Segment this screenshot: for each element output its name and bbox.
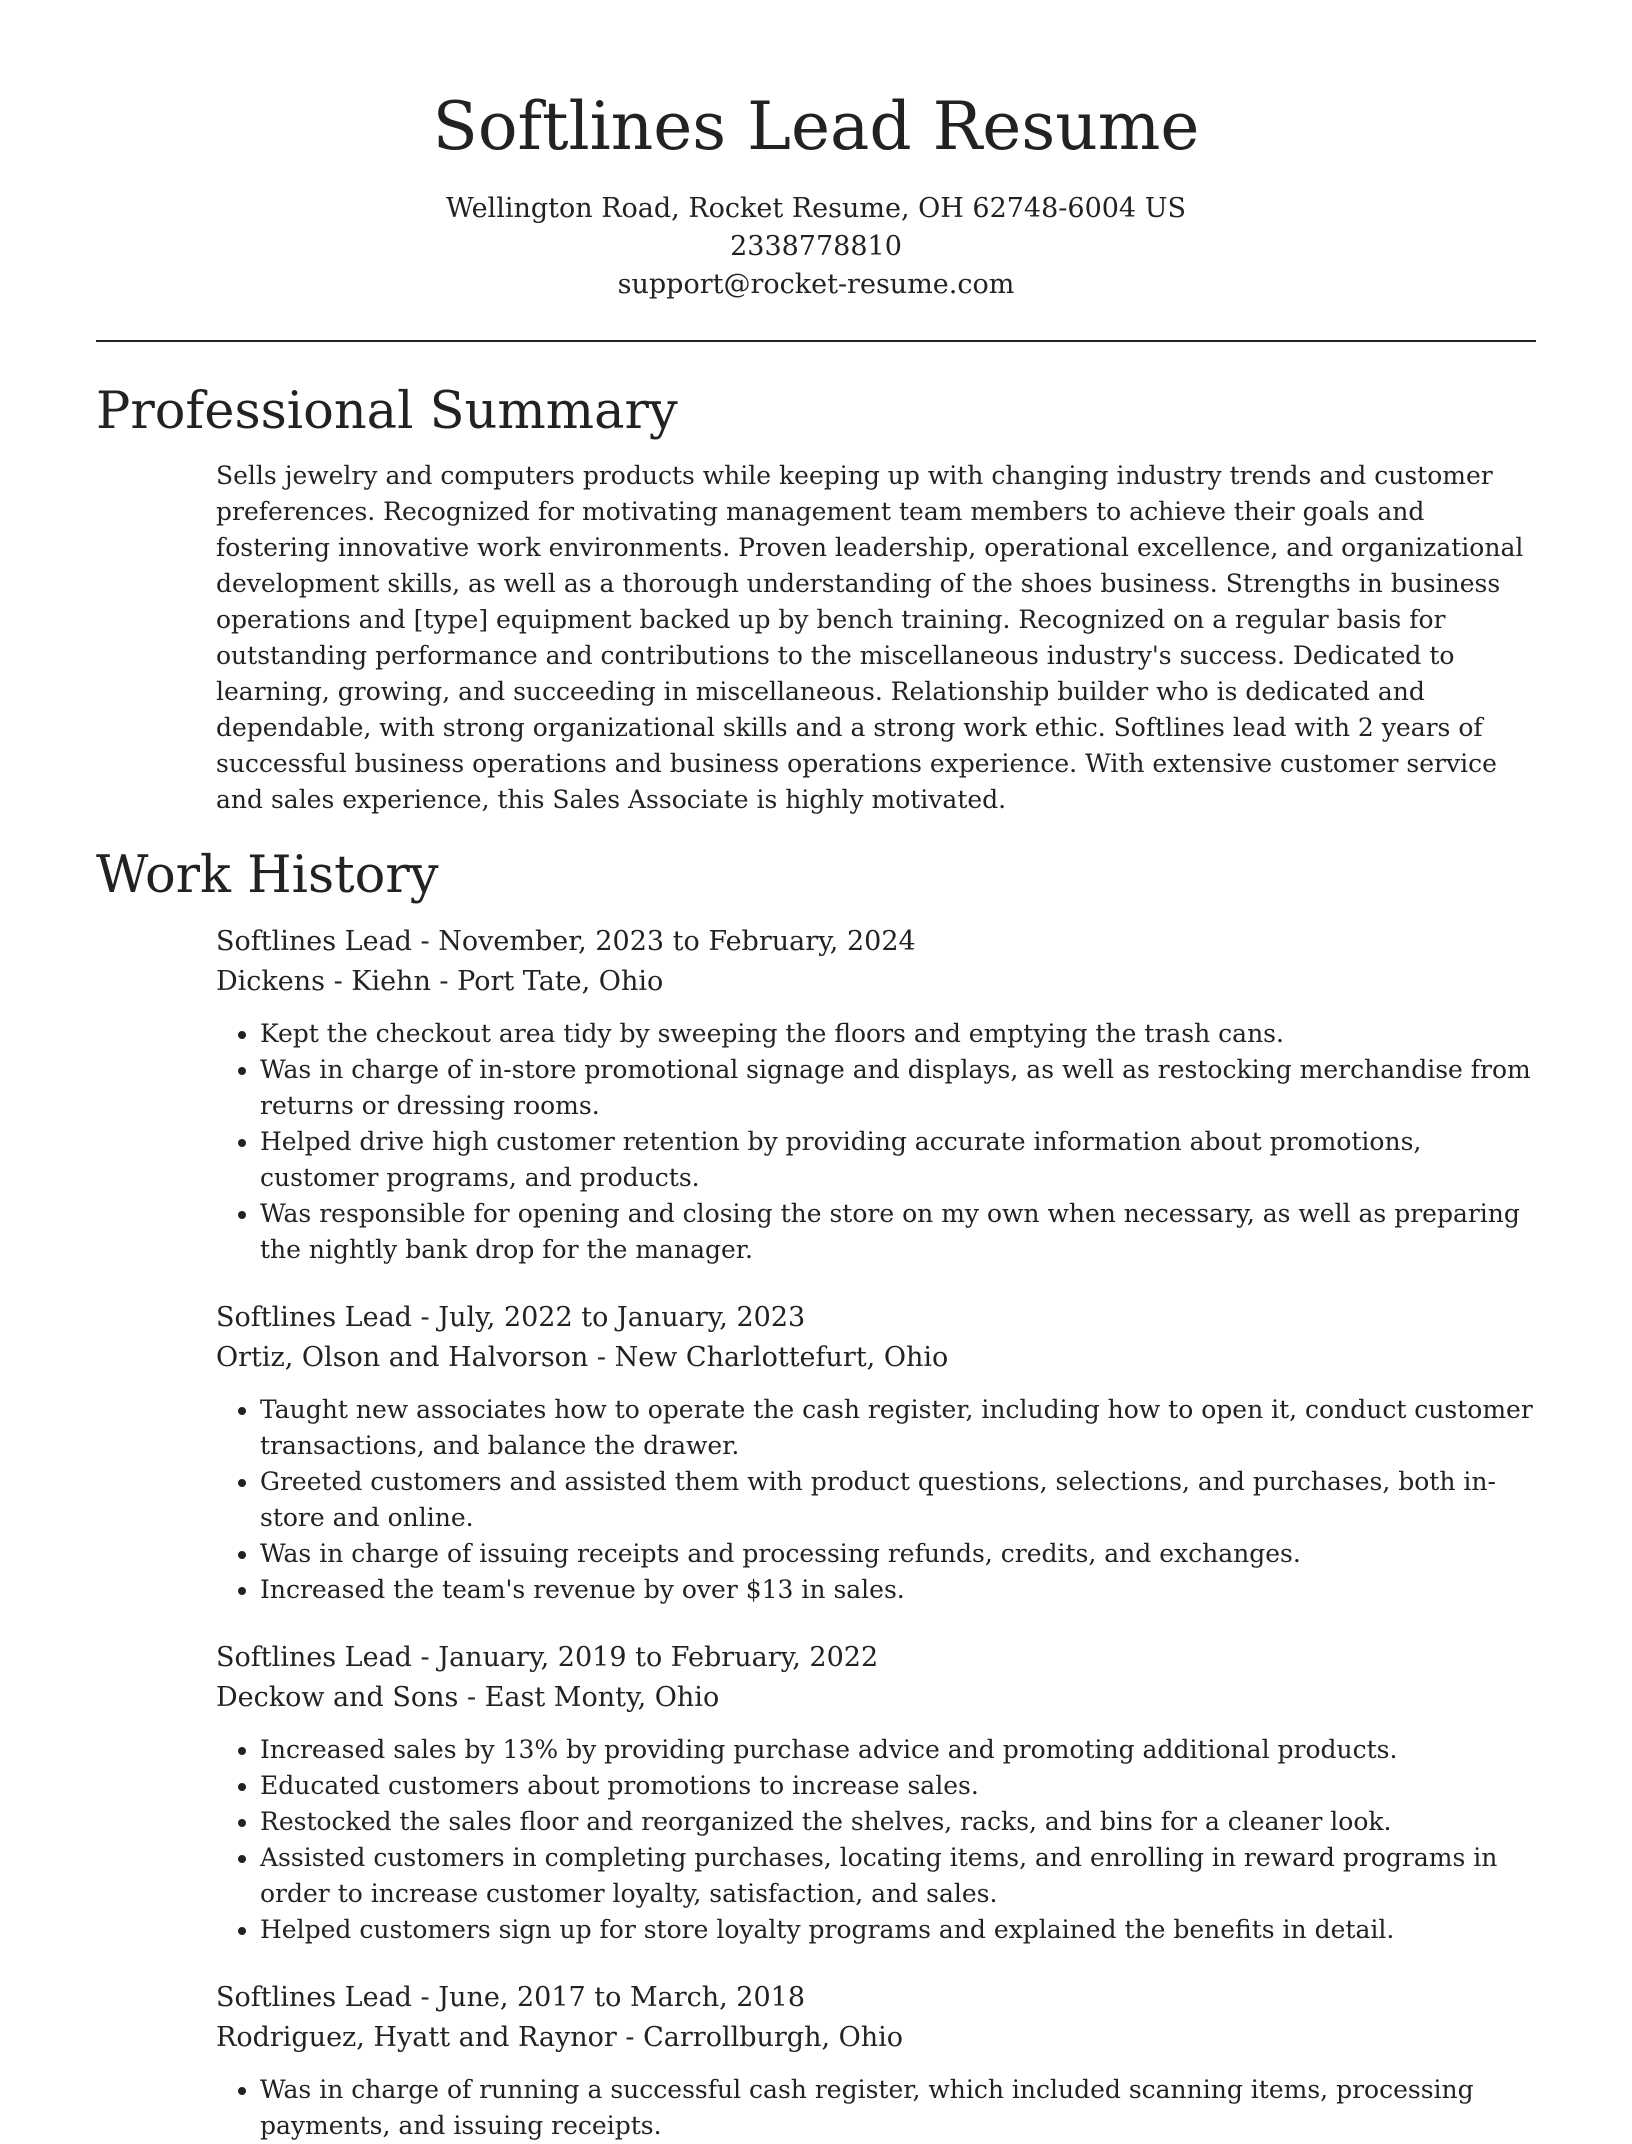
job-title-line bbox=[216, 1638, 1536, 1678]
job-title-line bbox=[216, 1298, 1536, 1338]
job-dates: - January, 2019 to February, 2022 bbox=[411, 1642, 879, 1673]
job-title: Softlines Lead bbox=[216, 1642, 412, 1673]
list-item: • Educated customers about promotions to increase sales. bbox=[260, 1768, 1536, 1804]
company-name: Ortiz, Olson and Halvorson bbox=[216, 1342, 589, 1373]
list-item: • Assisted customers in completing purchases, locating items, and enrolling in reward programs in order to increase customer loyalty, satisfaction, and sales. bbox=[260, 1840, 1536, 1912]
list-item: • Kept the checkout area tidy by sweeping the floors and emptying the trash cans. bbox=[260, 1016, 1536, 1052]
list-item: • Taught new associates how to operate the cash register, including how to open it, conduct customer transactions, and balance the drawer. bbox=[260, 1392, 1536, 1464]
section-title-work-history: Work History bbox=[96, 846, 439, 905]
job-location: - Port Tate, Ohio bbox=[430, 966, 664, 997]
list-item: • Helped drive high customer retention by providing accurate information about promotions, customer programs, and products. bbox=[260, 1124, 1536, 1196]
list-item: • Was in charge of in-store promotional signage and displays, as well as restocking merchandise from returns or dressing rooms. bbox=[260, 1052, 1536, 1124]
job-entry bbox=[216, 1298, 1536, 1608]
job-company-line bbox=[216, 1338, 1536, 1378]
section-title-summary: Professional Summary bbox=[96, 382, 678, 441]
phone: 2338778810 bbox=[730, 231, 902, 262]
list-item: • Was in charge of issuing receipts and processing refunds, credits, and exchanges. bbox=[260, 1536, 1536, 1572]
job-bullets bbox=[216, 1392, 1536, 1608]
job-title-line bbox=[216, 1978, 1536, 2018]
contact-info bbox=[96, 190, 1536, 304]
list-item: • Helped customers sign up for store loyalty programs and explained the benefits in detail. bbox=[260, 1912, 1536, 1948]
job-bullets bbox=[216, 2072, 1536, 2144]
list-item: • Increased the team's revenue by over $13 in sales. bbox=[260, 1572, 1536, 1608]
job-location: - East Monty, Ohio bbox=[458, 1682, 720, 1713]
job-company-line bbox=[216, 962, 1536, 1002]
job-location: - Carrollburgh, Ohio bbox=[616, 2022, 904, 2053]
work-history-section bbox=[96, 922, 1536, 2144]
list-item: • Restocked the sales floor and reorganized the shelves, racks, and bins for a cleaner look. bbox=[260, 1804, 1536, 1840]
job-title: Softlines Lead bbox=[216, 1302, 412, 1333]
company-name: Rodriguez, Hyatt and Raynor bbox=[216, 2022, 617, 2053]
summary-text: Sells jewelry and computers products while keeping up with changing industry trends and customer preferences. Recognized for motivating management team members to achieve their goals and fostering innovative work environments. Proven leadership, operational excellence, and organizational development skills, as well as a thorough understanding of the shoes business. Strengths in business operations and [type] equipment backed up by bench training. Recognized on a regular basis for outstanding performance and contributions to the miscellaneous industry's success. Dedicated to learning, growing, and succeeding in miscellaneous. Relationship builder who is dedicated and dependable, with strong organizational skills and a strong work ethic. Softlines lead with 2 years of successful business operations and business operations experience. With extensive customer service and sales experience, this Sales Associate is highly motivated. bbox=[216, 461, 1524, 814]
company-name: Deckow and Sons bbox=[216, 1682, 459, 1713]
resume-header bbox=[96, 0, 1536, 304]
job-entry bbox=[216, 1638, 1536, 1948]
list-item: • Was responsible for opening and closing the store on my own when necessary, as well as preparing the nightly bank drop for the manager. bbox=[260, 1196, 1536, 1268]
email: support@rocket-resume.com bbox=[617, 269, 1015, 300]
job-bullets bbox=[216, 1732, 1536, 1948]
resume-title: Softlines Lead Resume bbox=[432, 88, 1200, 165]
job-dates: - July, 2022 to January, 2023 bbox=[411, 1302, 806, 1333]
list-item: • Was in charge of running a successful cash register, which included scanning items, processing payments, and issuing receipts. bbox=[260, 2072, 1536, 2144]
summary-section bbox=[96, 458, 1536, 818]
list-item: • Increased sales by 13% by providing purchase advice and promoting additional products. bbox=[260, 1732, 1536, 1768]
address: Wellington Road, Rocket Resume, OH 62748-6004 US bbox=[446, 193, 1186, 224]
job-company-line bbox=[216, 2018, 1536, 2058]
job-entry bbox=[216, 922, 1536, 1268]
company-name: Dickens - Kiehn bbox=[216, 966, 431, 997]
job-title-line bbox=[216, 922, 1536, 962]
job-company-line bbox=[216, 1678, 1536, 1718]
job-title: Softlines Lead bbox=[216, 926, 412, 957]
job-location: - New Charlottefurt, Ohio bbox=[588, 1342, 949, 1373]
job-title: Softlines Lead bbox=[216, 1982, 412, 2013]
job-dates: - November, 2023 to February, 2024 bbox=[411, 926, 916, 957]
header-divider bbox=[96, 340, 1536, 342]
job-bullets bbox=[216, 1016, 1536, 1268]
job-dates: - June, 2017 to March, 2018 bbox=[411, 1982, 806, 2013]
list-item: • Greeted customers and assisted them with product questions, selections, and purchases, both in-store and online. bbox=[260, 1464, 1536, 1536]
job-entry bbox=[216, 1978, 1536, 2144]
